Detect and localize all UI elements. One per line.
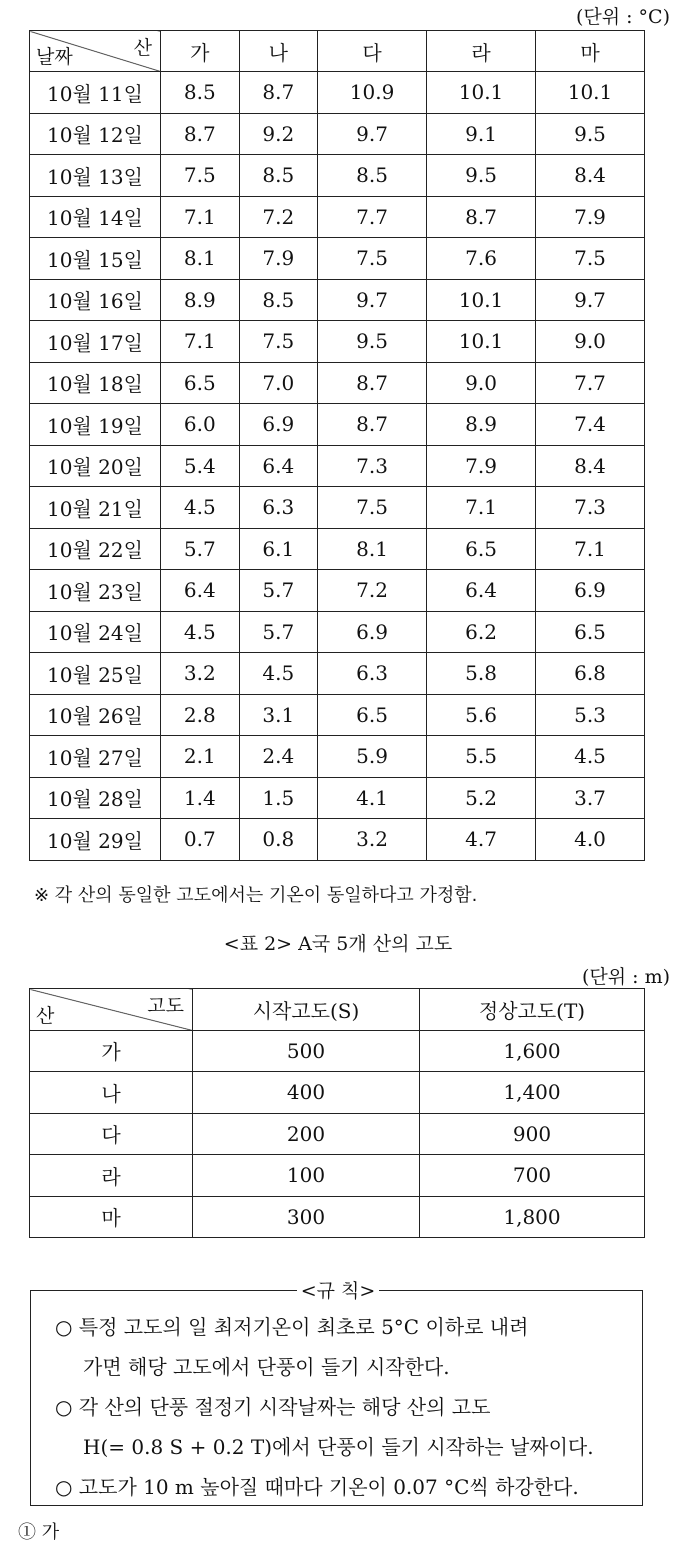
data-cell: 8.5	[239, 279, 318, 321]
data-cell: 6.9	[536, 570, 645, 612]
data-cell: 8.7	[427, 196, 536, 238]
data-cell: 3.1	[239, 694, 318, 736]
data-cell: 6.3	[318, 653, 427, 695]
data-cell: 6.4	[161, 570, 240, 612]
data-cell: 2.1	[161, 736, 240, 778]
data-cell: 10.1	[427, 321, 536, 363]
table-row	[30, 196, 645, 238]
row-header-cell: 가	[30, 1030, 193, 1072]
data-cell: 9.7	[318, 279, 427, 321]
row-header-cell: 10월 27일	[30, 736, 161, 778]
row-header-cell: 10월 18일	[30, 362, 161, 404]
data-cell: 8.1	[161, 238, 240, 280]
data-cell: 8.4	[536, 155, 645, 197]
column-header: 다	[318, 31, 427, 72]
data-cell: 4.0	[536, 819, 645, 861]
data-cell: 1.5	[239, 777, 318, 819]
data-cell: 6.4	[239, 445, 318, 487]
data-cell: 9.7	[536, 279, 645, 321]
data-cell: 7.1	[161, 321, 240, 363]
rules-title	[0, 1276, 676, 1303]
table2-caption: <표 2> A국 5개 산의 고도	[223, 933, 453, 955]
data-cell: 5.3	[536, 694, 645, 736]
data-cell: 6.5	[161, 362, 240, 404]
table-row	[30, 279, 645, 321]
data-cell: 3.2	[318, 819, 427, 861]
data-cell: 7.7	[318, 196, 427, 238]
row-header-cell: 10월 14일	[30, 196, 161, 238]
table-row	[30, 1072, 645, 1114]
table-row	[30, 321, 645, 363]
data-cell: 7.4	[536, 404, 645, 446]
table1-note: ※ 각 산의 동일한 고도에서는 기온이 동일하다고 가정함.	[34, 885, 478, 906]
table-row	[30, 653, 645, 695]
temperature-table	[29, 30, 645, 861]
data-cell: 8.7	[318, 404, 427, 446]
data-cell: 7.6	[427, 238, 536, 280]
corner-altitude-label: 고도	[147, 995, 184, 1017]
rule-line: ○ 특정 고도의 일 최저기온이 최초로 5°C 이하로 내려	[55, 1315, 529, 1339]
table2-unit: (단위 : m)	[581, 966, 670, 988]
data-cell: 4.7	[427, 819, 536, 861]
row-header-cell: 10월 22일	[30, 528, 161, 570]
data-cell: 6.9	[318, 611, 427, 653]
table-row	[30, 694, 645, 736]
table-row	[30, 1155, 645, 1197]
row-header-cell: 10월 11일	[30, 72, 161, 114]
data-cell: 5.9	[318, 736, 427, 778]
data-cell: 8.5	[161, 72, 240, 114]
table-row	[30, 819, 645, 861]
data-cell: 8.5	[239, 155, 318, 197]
column-header: 가	[161, 31, 240, 72]
data-cell: 7.3	[318, 445, 427, 487]
altitude-table	[29, 988, 645, 1238]
data-cell: 0.7	[161, 819, 240, 861]
corner-date-label: 날짜	[36, 46, 73, 68]
row-header-cell: 10월 24일	[30, 611, 161, 653]
data-cell: 7.9	[239, 238, 318, 280]
data-cell: 0.8	[239, 819, 318, 861]
row-header-cell: 10월 12일	[30, 113, 161, 155]
data-cell: 6.5	[318, 694, 427, 736]
data-cell: 1,400	[420, 1072, 645, 1114]
data-cell: 8.4	[536, 445, 645, 487]
data-cell: 6.5	[536, 611, 645, 653]
data-cell: 2.8	[161, 694, 240, 736]
data-cell: 7.5	[536, 238, 645, 280]
table-row	[30, 736, 645, 778]
data-cell: 4.5	[536, 736, 645, 778]
data-cell: 8.5	[318, 155, 427, 197]
row-header-cell: 10월 29일	[30, 819, 161, 861]
data-cell: 1.4	[161, 777, 240, 819]
table1-corner-header	[30, 31, 161, 72]
data-cell: 6.2	[427, 611, 536, 653]
row-header-cell: 다	[30, 1113, 193, 1155]
rule-line: H(= 0.8 S + 0.2 T)에서 단풍이 들기 시작하는 날짜이다.	[83, 1435, 594, 1459]
data-cell: 300	[193, 1196, 420, 1238]
data-cell: 7.0	[239, 362, 318, 404]
data-cell: 7.3	[536, 487, 645, 529]
data-cell: 6.8	[536, 653, 645, 695]
corner-mountain-label: 산	[133, 37, 152, 59]
table-row	[30, 487, 645, 529]
data-cell: 8.7	[161, 113, 240, 155]
data-cell: 7.2	[318, 570, 427, 612]
data-cell: 100	[193, 1155, 420, 1197]
row-header-cell: 10월 17일	[30, 321, 161, 363]
data-cell: 7.9	[536, 196, 645, 238]
data-cell: 900	[420, 1113, 645, 1155]
data-cell: 9.0	[536, 321, 645, 363]
data-cell: 7.7	[536, 362, 645, 404]
data-cell: 6.0	[161, 404, 240, 446]
row-header-cell: 라	[30, 1155, 193, 1197]
data-cell: 7.1	[536, 528, 645, 570]
data-cell: 10.1	[427, 72, 536, 114]
table2-corner-header	[30, 989, 193, 1031]
row-header-cell: 10월 28일	[30, 777, 161, 819]
rules-title-text: <규 칙>	[297, 1280, 380, 1302]
column-header: 라	[427, 31, 536, 72]
rule-line: ○ 고도가 10 m 높아질 때마다 기온이 0.07 °C씩 하강한다.	[55, 1475, 579, 1499]
data-cell: 10.1	[536, 72, 645, 114]
data-cell: 7.1	[161, 196, 240, 238]
rule-line: 가면 해당 고도에서 단풍이 들기 시작한다.	[83, 1355, 450, 1379]
data-cell: 7.2	[239, 196, 318, 238]
row-header-cell: 10월 13일	[30, 155, 161, 197]
table-row	[30, 155, 645, 197]
table-row	[30, 570, 645, 612]
data-cell: 1,600	[420, 1030, 645, 1072]
table-row	[30, 528, 645, 570]
table-row	[30, 1196, 645, 1238]
data-cell: 8.7	[318, 362, 427, 404]
table-row	[30, 113, 645, 155]
data-cell: 8.9	[427, 404, 536, 446]
data-cell: 400	[193, 1072, 420, 1114]
data-cell: 1,800	[420, 1196, 645, 1238]
data-cell: 9.2	[239, 113, 318, 155]
data-cell: 8.9	[161, 279, 240, 321]
row-header-cell: 10월 26일	[30, 694, 161, 736]
table-row	[30, 777, 645, 819]
data-cell: 4.1	[318, 777, 427, 819]
data-cell: 5.8	[427, 653, 536, 695]
data-cell: 5.7	[239, 570, 318, 612]
data-cell: 10.1	[427, 279, 536, 321]
data-cell: 5.7	[239, 611, 318, 653]
data-cell: 9.1	[427, 113, 536, 155]
row-header-cell: 나	[30, 1072, 193, 1114]
data-cell: 6.5	[427, 528, 536, 570]
column-header: 나	[239, 31, 318, 72]
data-cell: 9.5	[318, 321, 427, 363]
data-cell: 200	[193, 1113, 420, 1155]
row-header-cell: 10월 25일	[30, 653, 161, 695]
table-row	[30, 362, 645, 404]
data-cell: 3.7	[536, 777, 645, 819]
data-cell: 9.7	[318, 113, 427, 155]
table-row	[30, 611, 645, 653]
data-cell: 700	[420, 1155, 645, 1197]
row-header-cell: 10월 20일	[30, 445, 161, 487]
data-cell: 7.1	[427, 487, 536, 529]
row-header-cell: 10월 21일	[30, 487, 161, 529]
row-header-cell: 10월 23일	[30, 570, 161, 612]
data-cell: 5.5	[427, 736, 536, 778]
corner-mountain-label: 산	[36, 1004, 55, 1027]
data-cell: 6.3	[239, 487, 318, 529]
data-cell: 8.1	[318, 528, 427, 570]
table-row	[30, 238, 645, 280]
data-cell: 500	[193, 1030, 420, 1072]
data-cell: 6.4	[427, 570, 536, 612]
data-cell: 4.5	[161, 611, 240, 653]
data-cell: 2.4	[239, 736, 318, 778]
data-cell: 7.5	[239, 321, 318, 363]
table-row	[30, 72, 645, 114]
table-row	[30, 445, 645, 487]
row-header-cell: 마	[30, 1196, 193, 1238]
data-cell: 9.5	[536, 113, 645, 155]
answer-choice[interactable]: ① 가	[18, 1522, 60, 1543]
data-cell: 4.5	[239, 653, 318, 695]
data-cell: 5.7	[161, 528, 240, 570]
data-cell: 7.9	[427, 445, 536, 487]
row-header-cell: 10월 19일	[30, 404, 161, 446]
data-cell: 6.1	[239, 528, 318, 570]
column-header: 마	[536, 31, 645, 72]
data-cell: 9.5	[427, 155, 536, 197]
row-header-cell: 10월 15일	[30, 238, 161, 280]
rule-line: ○ 각 산의 단풍 절정기 시작날짜는 해당 산의 고도	[55, 1395, 491, 1419]
rules-box	[30, 1290, 643, 1506]
data-cell: 8.7	[239, 72, 318, 114]
table1-unit: (단위 : °C)	[575, 6, 670, 28]
data-cell: 5.6	[427, 694, 536, 736]
data-cell: 6.9	[239, 404, 318, 446]
table-row	[30, 1030, 645, 1072]
data-cell: 4.5	[161, 487, 240, 529]
table-row	[30, 404, 645, 446]
table-row	[30, 1113, 645, 1155]
data-cell: 10.9	[318, 72, 427, 114]
row-header-cell: 10월 16일	[30, 279, 161, 321]
column-header: 정상고도(T)	[420, 989, 645, 1031]
data-cell: 5.2	[427, 777, 536, 819]
data-cell: 7.5	[161, 155, 240, 197]
data-cell: 5.4	[161, 445, 240, 487]
column-header: 시작고도(S)	[193, 989, 420, 1031]
data-cell: 3.2	[161, 653, 240, 695]
data-cell: 7.5	[318, 487, 427, 529]
data-cell: 7.5	[318, 238, 427, 280]
data-cell: 9.0	[427, 362, 536, 404]
